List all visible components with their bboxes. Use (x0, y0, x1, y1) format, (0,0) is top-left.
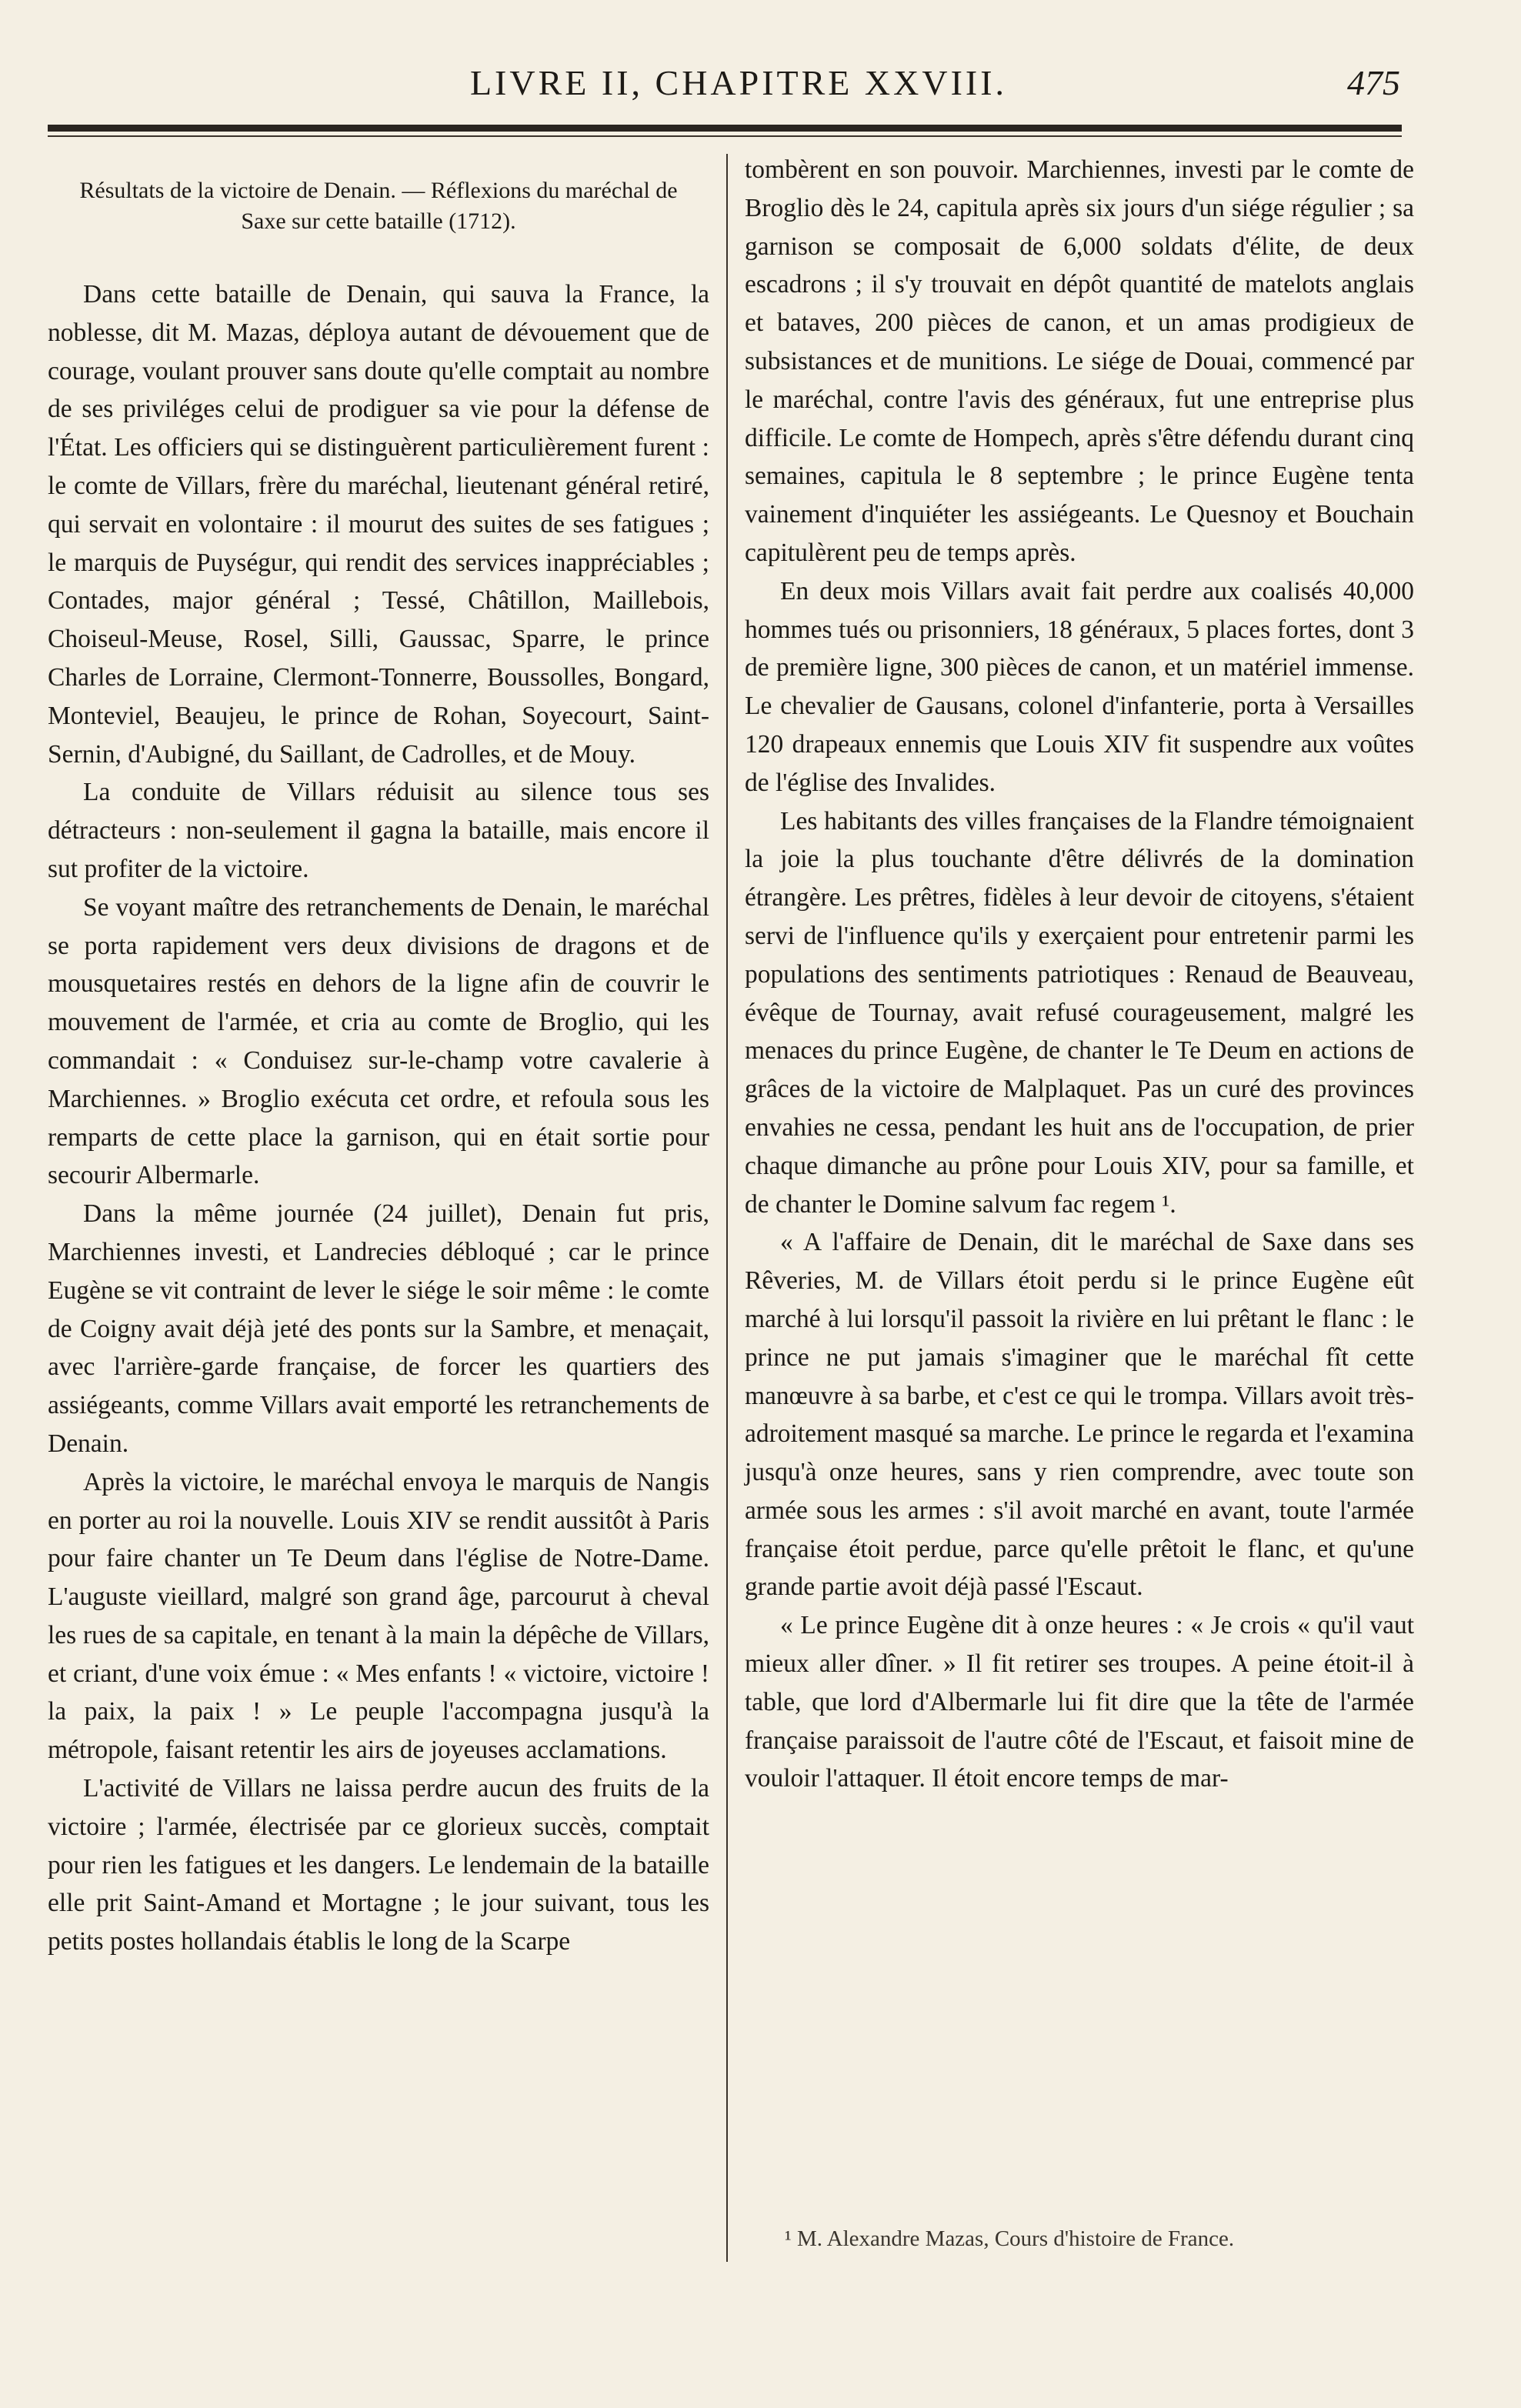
paragraph: Se voyant maître des retranchements de Denain, le maréchal se porta rapidement vers deux divisions de dragons et de mousquetaires restés en dehors de la ligne afin de couvrir le mouvement de l'armée, et cria au comte de Broglio, qui les commandait : « Conduisez sur-le-champ votre cavalerie à Marchiennes. » Broglio exécuta cet ordre, et refoula sous les remparts de cette place la garnison, qui en était sortie pour secourir Albermarle. (48, 892, 709, 1190)
running-title: LIVRE II, CHAPITRE XXVIII. (469, 63, 1008, 102)
paragraph: En deux mois Villars avait fait perdre aux coalisés 40,000 hommes tués ou prisonniers, 18 généraux, 5 places fortes, dont 3 de première ligne, 300 pièces de canon, et un matériel immense. Le chevalier de Gausans, colonel d'infanterie, porta à Versailles 120 drapeaux ennemis que Louis XIV fit suspendre aux voûtes de l'église des Invalides. (745, 576, 1414, 797)
paragraph: « Le prince Eugène dit à onze heures : « Je crois « qu'il vaut mieux aller dîner. » Il fit retirer ses troupes. A peine étoit-il à table, que lord d'Albermarle lui fit dire que la tête de l'armée française paraissoit de l'autre côté de l'Escaut, et faisoit mine de vouloir l'attaquer. Il étoit encore temps de mar- (745, 1611, 1414, 1793)
paragraph: tombèrent en son pouvoir. Marchiennes, investi par le comte de Broglio dès le 24, capitula après six jours d'un siége régulier ; sa garnison se composait de 6,000 soldats d'élite, de deux escadrons ; il s'y trouvait en dépôt quantité de matelots anglais et bataves, 200 pièces de canon, et un amas prodigieux de subsistances et de munitions. Le siége de Douai, commencé par le maréchal, contre l'avis des généraux, fut une entreprise plus difficile. Le comte de Hompech, après s'être défendu durant cinq semaines, capitula le 8 septembre ; le prince Eugène tenta vainement d'inquiéter les assiégeants. Le Quesnoy et Bouchain capitulèrent peu de temps après. (745, 155, 1414, 567)
paragraph: Dans la même journée (24 juillet), Denain fut pris, Marchiennes investi, et Landrecies débloqué ; car le prince Eugène se vit contraint de lever le siége le soir même : le comte de Coigny avait déjà jeté des ponts sur la Sambre, et menaçait, avec l'arrière-garde française, de forcer les quartiers des assiégeants, comme Villars avait emporté les retranchements de Denain. (48, 1199, 709, 1458)
page-number: 475 (1347, 63, 1400, 102)
header-rule-thin (48, 135, 1402, 137)
paragraph: La conduite de Villars réduisit au silence tous ses détracteurs : non-seulement il gagna la bataille, mais encore il sut profiter de la victoire. (48, 778, 709, 883)
paragraph: Après la victoire, le maréchal envoya le marquis de Nangis en porter au roi la nouvelle. Louis XIV se rendit aussitôt à Paris pour faire chanter un Te Deum dans l'église de Notre-Dame. L'auguste vieillard, malgré son grand âge, parcourut à cheval les rues de sa capitale, en tenant à la main la dépêche de Villars, et criant, d'une voix émue : « Mes enfants ! « victoire, victoire ! la paix, la paix ! » Le peuple l'accompagna jusqu'à la métropole, faisant retentir les airs de joyeuses acclamations. (48, 1467, 709, 1765)
paragraph: Les habitants des villes françaises de la Flandre témoignaient la joie la plus touchante d'être délivrés de la domination étrangère. Les prêtres, fidèles à leur devoir de citoyens, s'étaient servi de l'influence qu'ils y exerçaient pour entretenir parmi les populations des sentiments patriotiques : Renaud de Beauveau, évêque de Tournay, avait refusé courageusement, malgré les menaces du prince Eugène, de chanter le Te Deum en actions de grâces de la victoire de Malplaquet. Pas un curé des provinces envahies ne cessa, pendant les huit ans de l'occupation, de prier chaque dimanche au prône pour Louis XIV, pour sa famille, et de chanter le Domine salvum fac regem ¹. (745, 806, 1414, 1219)
header-rule-thick (48, 125, 1402, 132)
paragraph: « A l'affaire de Denain, dit le maréchal de Saxe dans ses Rêveries, M. de Villars étoit perdu si le prince Eugène eût marché à lui lorsqu'il passoit la rivière en lui prêtant le flanc : le prince ne put jamais s'imaginer que le maréchal fît cette manœuvre à sa barbe, et c'est ce qui le trompa. Villars avoit très-adroitement masqué sa marche. Le prince le regarda et l'examina jusqu'à onze heures, sans y rien comprendre, avec toute son armée sous les armes : s'il avoit marché en avant, toute l'armée française étoit perdue, parce qu'elle prêtoit le flanc, et qu'une grande partie avoit déjà passé l'Escaut. (745, 1228, 1414, 1602)
footnote: ¹ M. Alexandre Mazas, Cours d'histoire de France. (785, 2226, 1235, 2251)
section-heading: Résultats de la victoire de Denain. — Réflexions du maréchal de Saxe sur cette bataille (1712). (79, 178, 678, 234)
column-divider (726, 154, 728, 2262)
paragraph: Dans cette bataille de Denain, qui sauva la France, la noblesse, dit M. Mazas, déploya autant de dévouement que de courage, voulant prouver sans doute qu'elle comptait au nombre de ses priviléges celui de prodiguer sa vie pour la défense de l'État. Les officiers qui se distinguèrent particulièrement furent : le comte de Villars, frère du maréchal, lieutenant général retiré, qui servait en volontaire : il mourut des suites de ses fatigues ; le marquis de Puységur, qui rendit des services inappréciables ; Contades, major général ; Tessé, Châtillon, Maillebois, Choiseul-Meuse, Rosel, Silli, Gaussac, Sparre, le prince Charles de Lorraine, Clermont-Tonnerre, Boussolles, Bongard, Monteviel, Beaujeu, le prince de Rohan, Soyecourt, Saint-Sernin, d'Aubigné, du Saillant, de Cadrolles, et de Mouy. (48, 280, 709, 769)
left-column (48, 151, 709, 1961)
right-column (745, 151, 1414, 1798)
paragraph: L'activité de Villars ne laissa perdre aucun des fruits de la victoire ; l'armée, électrisée par ce glorieux succès, comptait pour rien les fatigues et les dangers. Le lendemain de la bataille elle prit Saint-Amand et Mortagne ; le jour suivant, tous les petits postes hollandais établis le long de la Scarpe (48, 1774, 709, 1956)
running-header (46, 60, 1400, 114)
